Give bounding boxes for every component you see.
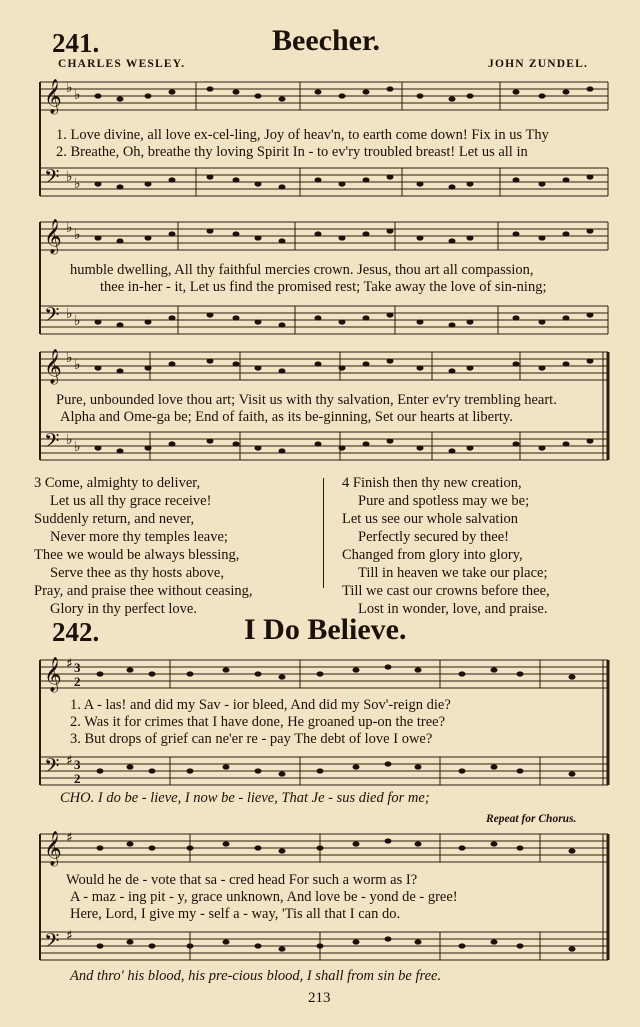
verse-line: A - maz - ing pit - y, grace unknown, And love be - yond de - gree!: [70, 889, 458, 905]
stanza-line: Glory in thy perfect love.: [50, 601, 197, 617]
bass-clef-icon: 𝄢: [44, 754, 60, 782]
hymn-number-242: 242.: [52, 617, 100, 647]
stanza-line: Suddenly return, and never,: [34, 511, 195, 527]
svg-text:♭: ♭: [66, 80, 73, 96]
stanza-line: Never more thy temples leave;: [50, 529, 228, 545]
bass-clef-icon: 𝄢: [44, 429, 60, 457]
lyric-line: Pure, unbounded love thou art; Visit us with thy salvation, Enter ev'ry trembling heart.: [56, 392, 557, 408]
svg-text:♭: ♭: [74, 357, 81, 373]
stanza-line: 4 Finish then thy new creation,: [342, 475, 522, 491]
svg-text:♭: ♭: [74, 313, 81, 329]
stanza-line: Till in heaven we take our place;: [358, 565, 548, 581]
repeat-note: Repeat for Chorus.: [486, 813, 577, 825]
verse-line: 3. But drops of grief can ne'er re - pay The debt of love I owe?: [70, 731, 433, 747]
lyric-line: humble dwelling, All thy faithful mercies crown. Jesus, thou art all compassion,: [70, 262, 534, 278]
stanza-line: Pure and spotless may we be;: [358, 493, 530, 509]
staff-treble-1: [40, 82, 608, 110]
svg-text:3: 3: [74, 757, 81, 772]
bass-clef-icon: 𝄢: [44, 929, 60, 957]
hymn-title-beecher: Beecher.: [272, 24, 381, 57]
treble-clef-icon: 𝄞: [44, 349, 62, 384]
svg-text:♭: ♭: [66, 306, 73, 322]
staff-bass-3: [40, 432, 608, 460]
author: CHARLES WESLEY.: [58, 58, 186, 70]
svg-text:♭: ♭: [66, 169, 73, 185]
staff-treble-2: [40, 222, 608, 250]
lyric-line: Alpha and Ome-ga be; End of faith, as its be-ginning, Set our hearts at liberty.: [60, 409, 513, 425]
stanza-divider: [323, 478, 324, 588]
chorus-line: CHO. I do be - lieve, I now be - lieve, That Je - sus died for me;: [60, 790, 430, 806]
treble-clef-icon: 𝄞: [44, 219, 62, 254]
treble-clef-icon: 𝄞: [44, 79, 62, 114]
treble-clef-icon: 𝄞: [44, 831, 62, 866]
lyric-line: 2. Breathe, Oh, breathe thy loving Spirit In - to ev'ry troubled breast! Let us all in: [56, 144, 528, 160]
stanza-line: Thee we would be always blessing,: [34, 547, 240, 563]
chorus-line: And thro' his blood, his pre-cious blood, I shall from sin be free.: [70, 968, 442, 984]
staff-bass-1: [40, 168, 608, 196]
svg-text:♭: ♭: [74, 439, 81, 455]
lyric-line: thee in-her - it, Let us find the promised rest; Take away the love of sin-ning;: [100, 279, 547, 295]
hymn-title-i-do-believe: I Do Believe.: [244, 613, 407, 646]
verse-line: 2. Was it for crimes that I have done, He groaned up-on the tree?: [70, 714, 446, 730]
stanza-4: [342, 474, 550, 618]
verse-line: Would he de - vote that sa - cred head For such a worm as I?: [66, 872, 418, 888]
stanza-line: Lost in wonder, love, and praise.: [358, 601, 548, 617]
svg-text:♯: ♯: [66, 656, 73, 672]
svg-text:♭: ♭: [74, 87, 81, 103]
stanza-line: Let us see our whole salvation: [342, 511, 518, 527]
page-number: 213: [308, 990, 331, 1006]
stanza-line: Changed from glory into glory,: [342, 547, 523, 563]
stanza-line: 3 Come, almighty to deliver,: [34, 475, 201, 491]
svg-text:♭: ♭: [66, 350, 73, 366]
bass-clef-icon: 𝄢: [44, 165, 60, 193]
staff-treble-3: [40, 352, 608, 380]
hymn-number-241: 241.: [52, 28, 100, 58]
stanza-line: Till we cast our crowns before thee,: [342, 583, 550, 599]
verse-line: 1. A - las! and did my Sav - ior bleed, And did my Sov'-reign die?: [70, 697, 451, 713]
staff-bass-2: [40, 306, 608, 334]
stanza-line: Pray, and praise thee without ceasing,: [34, 583, 253, 599]
lyric-line: 1. Love divine, all love ex-cel-ling, Joy of heav'n, to earth come down! Fix in us Thy: [56, 127, 549, 143]
svg-text:♯: ♯: [66, 928, 73, 944]
treble-clef-icon: 𝄞: [44, 657, 62, 692]
svg-text:♭: ♭: [74, 176, 81, 192]
stanza-3: [34, 474, 253, 618]
stanza-line: Serve thee as thy hosts above,: [50, 565, 224, 581]
stanza-line: Let us all thy grace receive!: [50, 493, 212, 509]
composer: JOHN ZUNDEL.: [488, 58, 589, 70]
svg-text:3: 3: [74, 660, 81, 675]
verse-line: Here, Lord, I give my - self a - way, 'Tis all that I can do.: [70, 906, 401, 922]
svg-text:♯: ♯: [66, 830, 73, 846]
svg-text:♭: ♭: [66, 220, 73, 236]
stanza-line: Perfectly secured by thee!: [358, 529, 509, 545]
bass-clef-icon: 𝄢: [44, 303, 60, 331]
svg-text:2: 2: [74, 674, 81, 689]
svg-text:♭: ♭: [74, 227, 81, 243]
svg-text:♭: ♭: [66, 432, 73, 448]
svg-text:2: 2: [74, 771, 81, 786]
svg-text:♯: ♯: [66, 753, 73, 769]
